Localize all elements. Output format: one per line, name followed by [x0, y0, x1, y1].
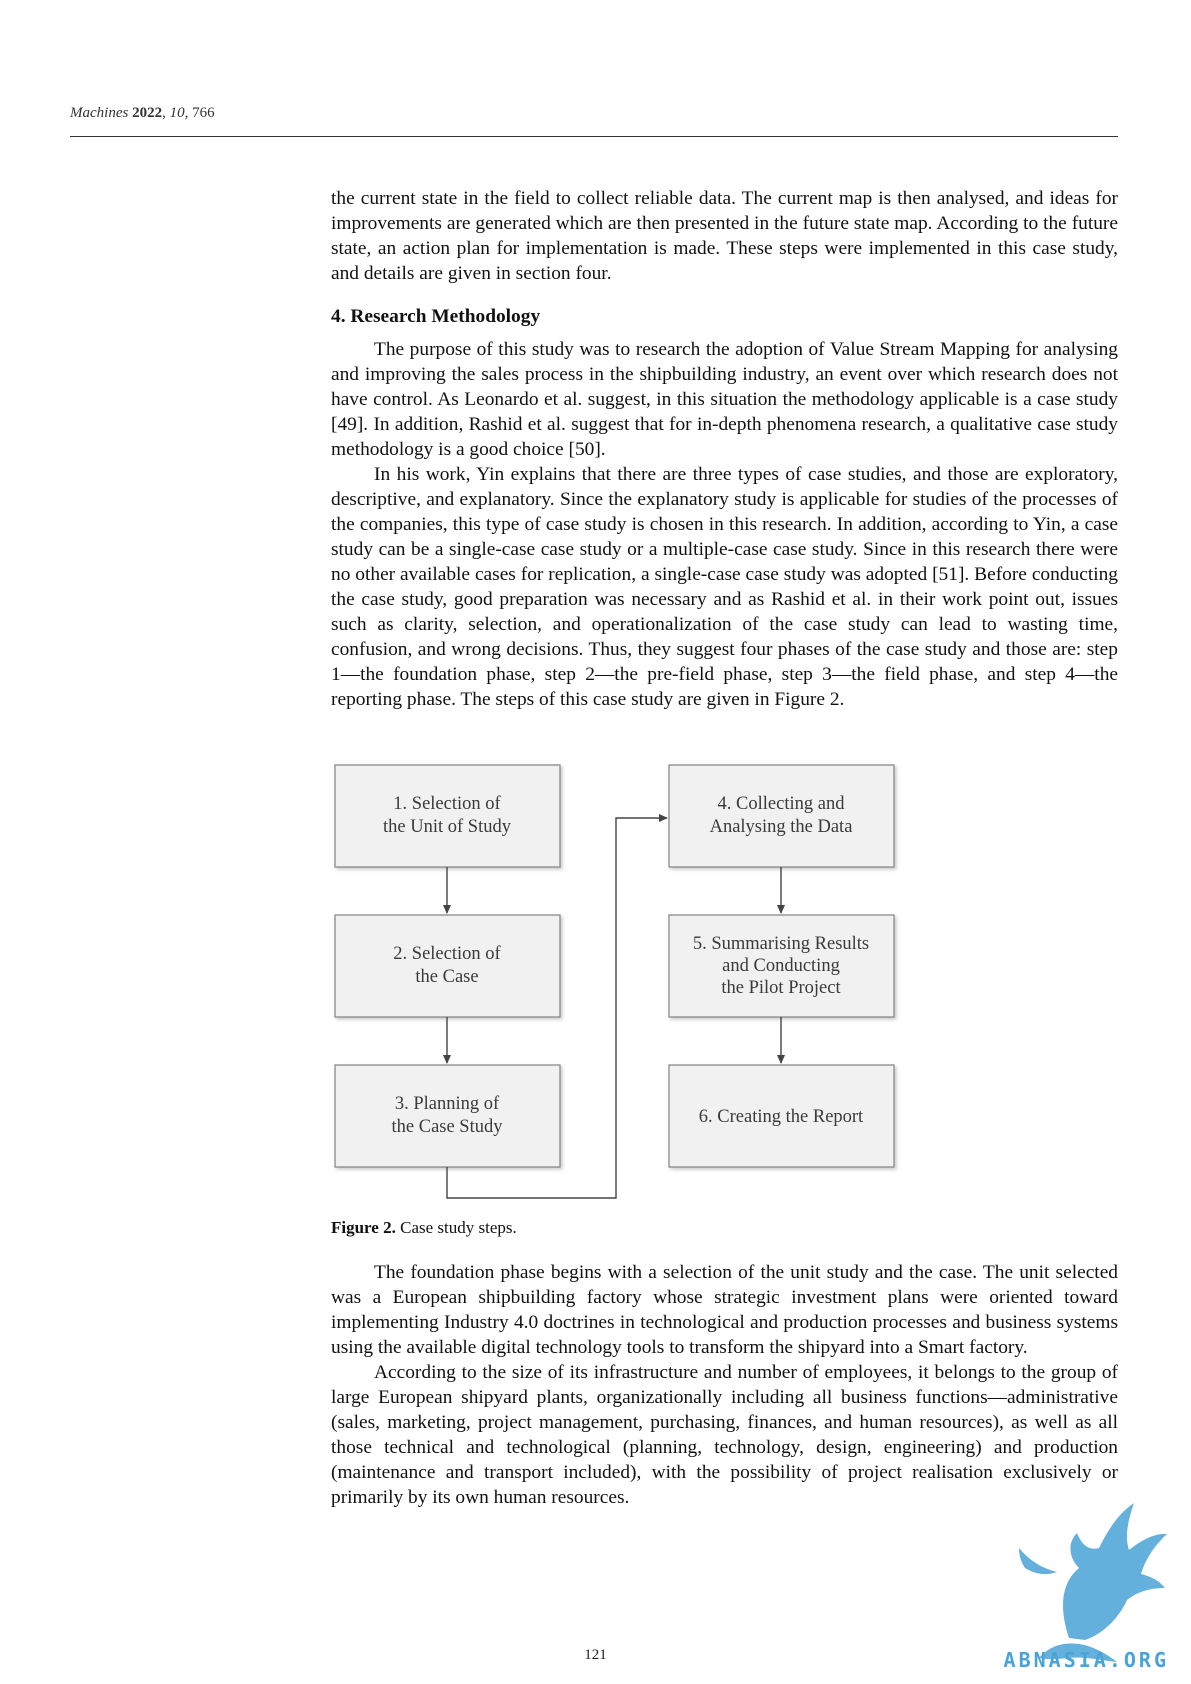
step-5-line2: and Conducting — [722, 956, 840, 976]
step-1-box — [335, 765, 560, 867]
step-3-line1: 3. Planning of — [394, 1094, 500, 1114]
figure-2-flowchart — [331, 761, 911, 1209]
watermark-bird-icon — [999, 1488, 1169, 1668]
section-heading: 4. Research Methodology — [331, 306, 541, 327]
paragraph-2: In his work, Yin explains that there are three types of case studies, and those are exploratory, descriptive, and explanatory. Since the explanatory study is applicable for studies of the processes of the companies, this type of case study is chosen in this research. In addition, according to Yin, a case study can be a single-case case study or a multiple-case case study. Since in this research there were no other available cases for replication, a single-case case study was adopted [51]. Before conducting the case study, good preparation was necessary and as Rashid et al. in their work point out, issues such as clarity, selection, and operationalization of the case study can lead to wasting time, confusion, and wrong decisions. Thus, they suggest four phases of the case study and those are: step 1—the foundation phase, step 2—the pre-field phase, step 3—the field phase, and step 4—the reporting phase. The steps of this case study are given in Figure 2. — [331, 464, 1118, 710]
paragraph-1: The purpose of this study was to research the adoption of Value Stream Mapping for analysing and improving the sales process in the shipbuilding industry, an event over which research does not have control. As Leonardo et al. suggest, in this situation the methodology applicable is a case study [49]. In addition, Rashid et al. suggest that for in-depth phenomena research, a qualitative case study methodology is a good choice [50]. — [331, 339, 1118, 460]
step-1-line1: 1. Selection of — [393, 794, 501, 814]
step-4-box — [669, 765, 894, 867]
step-2-box — [335, 915, 560, 1017]
watermark-text: ABNASIA.ORG — [1003, 1648, 1169, 1672]
article-number: 766 — [192, 105, 215, 121]
foundation-block — [331, 1260, 1118, 1510]
step-6-line1: 6. Creating the Report — [698, 1107, 864, 1127]
paragraph-4: According to the size of its infrastructure and number of employees, it belongs to the group of large European shipyard plants, organizationally including all business functions—administrative (sales, marketing, project management, purchasing, finances, and human resources), as well as all those technical and technological (planning, technology, design, engineering) and production (maintenance and transport included), with the possibility of project realisation exclusively or primarily by its own human resources. — [331, 1362, 1118, 1508]
journal-volume: 10 — [169, 105, 185, 121]
paragraph-3: The foundation phase begins with a selection of the unit study and the case. The unit selected was a European shipbuilding factory whose strategic investment plans were oriented toward implementing Industry 4.0 doctrines in technological and production processes and business systems using the available digital technology tools to transform the shipyard into a Smart factory. — [331, 1262, 1118, 1358]
step-1-line2: the Unit of Study — [383, 817, 511, 837]
step-3-line2: the Case Study — [391, 1117, 503, 1137]
step-3-box — [335, 1065, 560, 1167]
caption-text: Case study steps. — [400, 1218, 517, 1237]
header-rule — [70, 136, 1118, 137]
step-2-line2: the Case — [415, 967, 479, 987]
journal-name: Machines — [70, 105, 129, 121]
paragraph-intro: the current state in the field to collect reliable data. The current map is then analysed, and ideas for improvements are generated which are then presented in the future state map. According to the future state, an action plan for implementation is made. These steps were implemented in this case study, and details are given in section four. — [331, 188, 1118, 284]
journal-year: 2022 — [132, 105, 163, 121]
page-number: 121 — [584, 1647, 607, 1663]
methodology-block — [331, 337, 1118, 712]
step-5-line1: 5. Summarising Results — [692, 934, 870, 954]
running-header: Machines 2022, 10, 766 — [70, 105, 215, 121]
step-4-line1: 4. Collecting and — [717, 794, 845, 814]
step-4-line2: Analysing the Data — [709, 817, 853, 837]
intro-block — [331, 186, 1118, 286]
step-2-line1: 2. Selection of — [393, 944, 501, 964]
figure-caption — [331, 1218, 517, 1238]
caption-label: Figure 2. — [331, 1218, 396, 1237]
step-5-line3: the Pilot Project — [721, 978, 841, 998]
